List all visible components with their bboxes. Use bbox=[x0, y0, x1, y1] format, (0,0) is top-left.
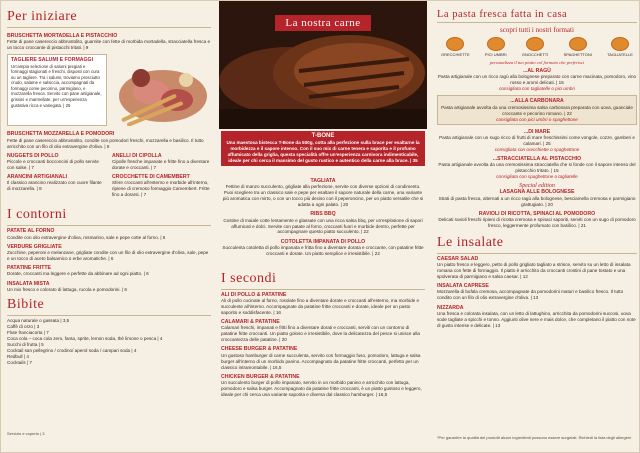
item-name: ...DI MARE bbox=[523, 128, 551, 135]
small-items-right bbox=[112, 153, 211, 202]
salad-item bbox=[437, 305, 637, 329]
salad-item bbox=[437, 256, 637, 280]
pasta-icon bbox=[569, 37, 587, 51]
item-name: TAGLIATA bbox=[310, 178, 336, 184]
pasta-item bbox=[437, 68, 637, 92]
item-name: NIZZARDA bbox=[437, 304, 464, 311]
section-title-secondi: I secondi bbox=[221, 270, 277, 286]
divider bbox=[7, 315, 211, 316]
column-starters bbox=[7, 1, 211, 452]
item-name: ...AL RAGÙ bbox=[523, 68, 551, 74]
item-name: NUGGETS DI POLLO bbox=[7, 152, 59, 159]
menu-item bbox=[7, 174, 106, 192]
menu-item bbox=[221, 374, 425, 398]
special-edition-title: Special edition bbox=[519, 183, 555, 190]
column-pasta bbox=[437, 1, 637, 452]
drink-item: Succhi di frutta | 5 bbox=[7, 341, 44, 347]
item-desc: Fette di pane casereccio abbrustolito, guarnite con fette di morbida mortadella, stracciatella fresca e un tocco croccante di pistacchi tritati. | 9 bbox=[7, 39, 210, 51]
meat-banner bbox=[275, 15, 371, 31]
item-desc: Un piatto fresco e leggero, petto di pollo grigliato tagliato a strisce, servito su un letto di insalata romana con fette di formaggio. Il piatto è arricchito da croccanti crostini di pane tostato e una spolverata di parmigiano e salsa caesar. | 12 bbox=[437, 262, 631, 280]
format-pici bbox=[485, 37, 507, 57]
menu-item bbox=[221, 178, 425, 208]
drink-item: Redbull | 4 bbox=[7, 353, 29, 359]
format-orecchiette bbox=[441, 37, 470, 57]
format-gnocchetti bbox=[522, 37, 548, 57]
menu-item bbox=[7, 244, 211, 262]
item-name: ARANCINI ARTIGIANALI bbox=[7, 174, 68, 181]
menu-item bbox=[221, 292, 425, 316]
item-name: CHICKEN BURGER & PATATINE bbox=[221, 373, 300, 380]
item-desc: Costine di maiale cotte lentamente e glassate con una ricca salsa bbq, per un'esplosione di sapori affumicati e dolci. Servite con patate al forno, croccanti fuori e morbide dentro, perfette per accompagnare questo piatto succulento. | 22 bbox=[223, 217, 423, 235]
drink-item: Cocktails | 7 bbox=[7, 359, 32, 365]
divider bbox=[437, 22, 637, 23]
item-name: ...STRACCIATELLA AL PISTACCHIO bbox=[492, 155, 582, 162]
section-title-contorni: I contorni bbox=[7, 207, 67, 223]
item-name: VERDURE GRIGLIATE bbox=[7, 243, 62, 250]
divider bbox=[437, 253, 637, 254]
item-desc: Pasta artigianale con un sugo ricco di frutti di mare freschissimi come vongole, cozze, gamberi e calamari. | 25 bbox=[439, 134, 635, 146]
pasta-formats bbox=[437, 37, 637, 57]
small-items-left bbox=[7, 153, 106, 202]
menu-item bbox=[112, 174, 211, 198]
item-desc: Succulenta cotoletta di pollo impanata e fritta fino a diventare dorata e croccante, con patatine fritte croccanti e dorate. Un piatto semplice e irresistibile. | 22 bbox=[222, 244, 424, 256]
pasta-icon bbox=[526, 37, 544, 51]
service-charge: Servizio e coperto | 3 bbox=[7, 431, 45, 436]
pasta-icon bbox=[446, 37, 464, 51]
item-name: TAGLIERE SALUMI E FORMAGGI bbox=[11, 57, 94, 64]
special-item bbox=[437, 189, 637, 207]
tagliere-block bbox=[7, 54, 211, 126]
menu-item bbox=[221, 319, 425, 343]
item-hint: consigliata con orecchiette o spaghettone bbox=[494, 146, 580, 152]
menu-item bbox=[112, 153, 211, 171]
format-spaghettoni bbox=[564, 37, 592, 57]
format-label: GNOCCHETTI bbox=[521, 52, 549, 57]
item-name: CHEESE BURGER & PATATINE bbox=[221, 346, 298, 353]
item-name: INSALATA MISTA bbox=[7, 280, 50, 287]
pasta-icon bbox=[487, 37, 505, 51]
item-desc: Delicati ravioli freschi ripieni di ricotta cremosa e spinaci saporiti, serviti con un sugo di pomodoro fresco, leggermente profumato con basilico. | 21 bbox=[438, 216, 636, 228]
menu-item bbox=[221, 346, 425, 370]
menu-item bbox=[7, 33, 211, 51]
item-desc: Cipolle fresche impanate e fritte fino a diventare dorate e croccanti. | 7 bbox=[112, 158, 210, 170]
item-desc: Dorate, croccanti ma leggere e perfette da abbinare ad ogni piatto. | 6 bbox=[7, 271, 149, 277]
item-desc: Fette di pane casereccio abbrustolito, condite con pomodori freschi, mozzarella e basilico. Il tutto arricchito con un filo di olio extravergine d'oliva. | 8 bbox=[7, 137, 204, 149]
charcuterie-photo bbox=[111, 56, 211, 126]
item-desc: Strati di pasta fresca, alternati a un ricco ragù alla bolognese, besciamella cremosa e parmigiano grattugiato. | 20 bbox=[438, 195, 636, 207]
section-title-per-iniziare: Per iniziare bbox=[7, 9, 78, 24]
item-name: COTOLETTA IMPANATA DI POLLO bbox=[280, 238, 366, 245]
item-desc: Un succulento burger di pollo impanato, servito in un morbido panino e arricchito con lattuga, pomodoro e salsa burger. Accompagnato da patatine fritte croccanti, è un piatto gustoso e leggero, ideale per chi cerca una variante saporita e diversa dal classico hamburger. | 16,5 bbox=[221, 380, 422, 397]
drink-item: Caffè di orzo | 3 bbox=[7, 323, 40, 329]
drink-item: Coca cola – coca cola zero, fanta, sprite, lemon soda, thè limone o pesca | 4 bbox=[7, 335, 163, 341]
item-name: ANELLI DI CIPOLLA bbox=[112, 152, 162, 159]
pasta-subtitle: scopri tutti i nostri formati bbox=[500, 26, 574, 34]
item-desc: Pasta artigianale avvolta da una cremosissima stracciatella che si fonde con il sapore intenso del pistacchio tritato. | 15 bbox=[438, 162, 636, 174]
item-desc: Fettine di manzo succulento, grigliate alla perfezione, servite con diverse opzioni di condimento. Puoi scegliere tra un classico sale e pepe per esaltare il sapore naturale della carne, una variante più aromatica con mirto, o con un tocco più deciso con il peperoncino, per un piatto versatile che si adatta a ogni palato. | 20 bbox=[222, 184, 424, 208]
item-desc: Sfere croccanti all'esterno e morbide all'interno, ripiene di cremoso formaggio Camembert. Fritte fino a dorarsi. | 7 bbox=[112, 180, 210, 198]
item-name: CAESAR SALAD bbox=[437, 255, 479, 262]
menu-item bbox=[7, 131, 211, 149]
section-title-insalate: Le insalate bbox=[437, 234, 504, 250]
drinks-list bbox=[7, 318, 211, 366]
salad-item bbox=[437, 283, 637, 301]
section-title-bibite: Bibite bbox=[7, 296, 45, 312]
item-desc: Calamari freschi, impanati e fritti fino a diventare dorati e croccanti, serviti con un contorno di patatine fritte croccanti. Un piatto goloso e irresistibile, dove la delicatezza del pesce si unisce alla croccantezza delle patatine. | 20 bbox=[221, 325, 420, 343]
menu-item bbox=[7, 281, 211, 293]
item-desc: Un gustoso hamburger di carne succulenta, servito con formaggio fuso, pomodoro, lattuga e salsa burger all'interno di un morbido panino. Accompagnato da patatine fritte croccanti, perfetto per un classico intramontabile. | 16,5 bbox=[221, 352, 421, 370]
pasta-item bbox=[437, 95, 637, 125]
item-hint: consigliata con tagliatelle o pici umbri bbox=[499, 86, 575, 92]
item-desc: Zucchine, peperoni e melanzane, grigliate condite con un filo di olio extravergine d'oliva, sale, pepe e un tocco di aceto balsamico o erbe aromatiche. | 6 bbox=[7, 250, 209, 261]
menu-item bbox=[7, 265, 211, 277]
item-name: PATATE AL FORNO bbox=[7, 228, 55, 235]
item-desc: Una maestosa bistecca T-Bone da 500g, cotta alla perfezione sulla brace per esaltarne la morbidezza e il sapore intenso. Con il suo mix di carne tenera e saporita e il profumo affumicato della griglia, questa specialità offre un'esperienza carnivora indimenticabile, ideale per chi cerca il massimo del gusto rustico e autentico della carne alla brace. | 35 bbox=[226, 140, 420, 164]
item-name: T-BONE bbox=[311, 133, 335, 139]
drink-item: Cocktail san pellegrino / crodino/ aperol soda / campari soda | 4 bbox=[7, 347, 137, 353]
special-item bbox=[437, 211, 637, 229]
format-label: SPAGHETTONI bbox=[563, 52, 592, 57]
item-desc: Condite con olio extravergine d'oliva, rosmarino, sale e pepe cotte al forno. | 6 bbox=[7, 234, 166, 240]
pasta-icon bbox=[611, 37, 629, 51]
item-name: CALAMARI & PATATINE bbox=[221, 319, 280, 326]
format-label: TAGLIATELLE bbox=[607, 52, 633, 57]
item-desc: Piccole e croccanti bocconcini di pollo servite con salse. | 7 bbox=[7, 158, 99, 170]
menu-item bbox=[221, 211, 425, 235]
divider bbox=[7, 27, 211, 28]
format-label: PICI UMBRI bbox=[484, 52, 507, 57]
item-name: RIBS BBQ bbox=[310, 211, 336, 218]
menu-item bbox=[221, 239, 425, 257]
allergen-note: *Per garantire la qualità dei prodotti alcuni ingredienti possono essere surgelati. Richiedi la lista degli allergeni bbox=[437, 435, 632, 440]
format-label: ORECCHIETTE bbox=[441, 52, 470, 57]
item-hint: consigliata con pici umbri o spaghettone bbox=[496, 116, 578, 122]
pasta-item bbox=[437, 129, 637, 153]
item-desc: Mozzarella di bufala cremosa, accompagnate da pomodorini maturi e basilico fresco. Il tutto condito con un filo di olio extravergine d'oliva. | 13 bbox=[437, 289, 624, 301]
divider bbox=[7, 225, 211, 226]
item-name: ...ALLA CARBONARA bbox=[510, 98, 564, 105]
drink-item: Acqua naturale o gassata | 3,5 bbox=[7, 317, 70, 323]
item-name: PATATINE FRITTE bbox=[7, 265, 51, 272]
item-desc: Un mix fresco e colorato di lattuga, rucola e pomodorini. | 6 bbox=[7, 286, 127, 292]
section-title-carne: La nostra carne bbox=[285, 17, 361, 29]
item-name: BRUSCHETTA MORTADELLA E PISTACCHIO bbox=[7, 33, 118, 39]
pasta-item bbox=[437, 156, 637, 180]
meat-items bbox=[221, 178, 425, 401]
item-name: CROCCHETTE DI CAMEMBERT bbox=[112, 174, 190, 181]
item-desc: Il classico arancino realizzato con cuore filante di mozzarella. | 8 bbox=[7, 180, 102, 192]
format-tagliatelle bbox=[607, 37, 633, 57]
item-desc: Una fresca e colorata insalata, con un letto di lattughino, arricchita da pomodorini succosi, uova sode tagliate a spicchi e tonno. Aggiunti olive nere e mais dolce, che completano il piatto con note di gusto intense e delicate. | 13 bbox=[437, 310, 636, 328]
item-name: BRUSCHETTA MOZZARELLA E POMODORI bbox=[7, 131, 115, 138]
item-name: ALI DI POLLO & PATATINE bbox=[221, 291, 287, 298]
tagliere-box bbox=[7, 54, 107, 126]
item-hint: consigliata con spaghettone o tagliatelle bbox=[496, 174, 578, 180]
section-title-pasta: La pasta fresca fatta in casa bbox=[437, 9, 568, 20]
drink-item: Flute franciacorta | 7 bbox=[7, 329, 49, 335]
item-name: RAVIOLI DI RICOTTA, SPINACI AL POMODORO bbox=[478, 210, 596, 217]
menu-item bbox=[7, 228, 211, 240]
item-desc: Pasta artigianale con un ricco ragù alla bolognese preparato con carne macinata, pomodoro, vino rosso e aromi delicati. | 15 bbox=[437, 74, 637, 86]
item-name: LASAGNA ALLE BOLOGNESE bbox=[499, 189, 575, 196]
item-desc: Pasta artigianale avvolta da una cremosissima salsa carbonara preparata con uova, guanciale croccante e pecorino romano. | 22 bbox=[441, 104, 633, 116]
item-name: INSALATA CAPRESE bbox=[437, 283, 489, 290]
small-items-grid bbox=[7, 153, 211, 202]
column-meat bbox=[219, 1, 427, 452]
item-desc: Un'ampia selezione di salumi pregiati e formaggi stagionati e freschi, disposti con cura su un tagliere. Tra i salumi, troviamo prosciutto crudo, salame e salsiccia, accompagnati da formaggi come pecorino, parmigiano, e mozzarella fresca. Servito con pane artigianale, grissini e marmellate, per un'esperienza gustativa ricca e variegata. | 25 bbox=[11, 63, 102, 108]
tbone-box bbox=[221, 131, 425, 166]
item-desc: Ali di pollo cucinate al forno, rosolate fino a diventare dorate e croccanti all'esterno, ma morbide e succulente all'interno. Accompagnate da patatine fritte croccanti e dorate, ideale per un pasto saporito e soddisfacente. | 16 bbox=[221, 298, 420, 315]
pasta-note: personalizza il tuo piatto col formato che preferisci bbox=[489, 60, 585, 65]
divider bbox=[221, 289, 425, 290]
menu-item bbox=[7, 153, 106, 171]
